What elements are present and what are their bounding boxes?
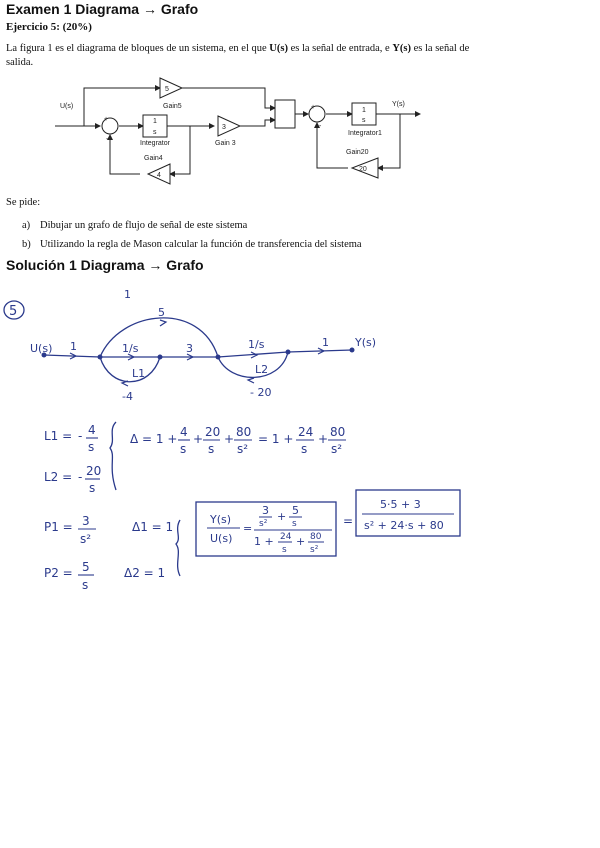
graph-branch-int2: 1/s — [248, 338, 265, 351]
bd-output-label: Y(s) — [392, 101, 405, 108]
tf-d-one: 1 + — [254, 535, 274, 548]
bd-int1-den: s — [153, 129, 157, 136]
tf-eq: = — [243, 522, 253, 535]
block-diagram — [0, 70, 600, 190]
delta-t4-den: s — [301, 442, 308, 456]
solution-number: 5 — [9, 304, 18, 319]
bd-sum2-plus: + — [311, 104, 316, 111]
graph-branch-minus20: - 20 — [250, 386, 272, 399]
tf-n1: 3 — [262, 504, 269, 517]
path-p2-num: 5 — [82, 560, 90, 574]
tf-d1-den: s — [282, 545, 287, 555]
mux-block — [275, 100, 295, 128]
bd-gain4-value: 4 — [157, 172, 161, 179]
loop-l1-lhs: L1 = — [44, 429, 73, 443]
delta-plus-3: + — [318, 432, 329, 446]
solution-title: Solución 1 Diagrama → Grafo — [6, 257, 204, 273]
graph-input-node: U(s) — [30, 342, 53, 355]
loop-l1-sign: - — [78, 429, 83, 443]
task-b — [22, 239, 362, 250]
bd-sum1-plus: + — [104, 116, 109, 123]
graph-branch-int1: 1/s — [122, 342, 139, 355]
delta-lhs: Δ = 1 + — [130, 432, 178, 446]
graph-tick: 1 — [124, 288, 131, 301]
delta-t3-num: 80 — [236, 425, 252, 439]
delta-plus-1: + — [193, 432, 204, 446]
tf-eq-2: = — [343, 514, 354, 528]
graph-loop-l1: L1 — [132, 367, 146, 380]
bd-gain5-value: 5 — [165, 86, 169, 93]
delta-t5-den: s² — [331, 442, 343, 456]
bd-gain20-value: 20 — [359, 166, 367, 173]
statement-text-1: La figura 1 es el diagrama de bloques de un sistema, en el que — [6, 43, 270, 54]
loop-l1-num: 4 — [88, 423, 96, 437]
task-b-text: Utilizando la regla de Mason calcular la función de transferencia del sistema — [40, 239, 362, 250]
tf-lhs-num: Y(s) — [210, 513, 232, 526]
bd-int2-num: 1 — [362, 107, 366, 114]
delta-t1-den: s — [180, 442, 187, 456]
path-p2-lhs: P2 = — [44, 566, 73, 580]
delta-eq: = 1 + — [258, 432, 294, 446]
tf-result-den: s² + 24·s + 80 — [364, 519, 444, 532]
graph-output-node: Y(s) — [355, 336, 377, 349]
tf-result-num: 5·5 + 3 — [380, 498, 421, 511]
bd-sum2-minus: - — [319, 123, 322, 130]
delta-plus-2: + — [224, 432, 235, 446]
loop-l2-lhs: L2 = — [44, 470, 73, 484]
bd-gain3-value: 3 — [222, 124, 226, 131]
bd-int2-name: Integrator1 — [348, 130, 382, 137]
graph-branch-1: 1 — [70, 340, 77, 353]
graph-branch-3: 3 — [186, 342, 193, 355]
exercise-heading: Ejercicio 5: (20%) — [6, 21, 92, 33]
bd-int1-num: 1 — [153, 118, 157, 125]
delta-t2-den: s — [208, 442, 215, 456]
loop-l2-sign: - — [78, 470, 83, 484]
loop-l2-num: 20 — [86, 464, 102, 478]
bd-gain3-name: Gain 3 — [215, 140, 236, 147]
path-p1-den: s² — [80, 532, 92, 546]
problem-statement — [6, 42, 486, 70]
bd-int1-name: Integrator — [140, 140, 170, 147]
task-a — [22, 220, 247, 231]
tf-d2-den: s² — [310, 545, 319, 555]
delta-t3-den: s² — [237, 442, 249, 456]
bd-int2-den: s — [362, 117, 366, 124]
graph-branch-minus4: -4 — [122, 390, 133, 403]
loop-l2-den: s — [89, 481, 96, 495]
statement-output-signal: Y(s) — [392, 43, 412, 54]
graph-branch-5: 5 — [158, 306, 165, 319]
delta-t4-num: 24 — [298, 425, 314, 439]
tf-dplus: + — [296, 535, 306, 548]
statement-text-2: es la señal de entrada, e — [287, 43, 393, 54]
exam-title: Examen 1 Diagrama → Grafo — [6, 1, 199, 17]
bd-input-label: U(s) — [60, 103, 74, 110]
graph-branch-1b: 1 — [322, 336, 329, 349]
graph-loop-l2: L2 — [255, 363, 269, 376]
tasks-intro: Se pide: — [6, 197, 41, 208]
path-delta2: Δ2 = 1 — [124, 566, 166, 580]
bd-gain20-name: Gain20 — [346, 149, 369, 156]
tf-n2-den: s — [292, 519, 297, 529]
tf-d2: 80 — [310, 532, 322, 542]
statement-text-3: es la señal de salida. — [6, 43, 470, 68]
path-p1-lhs: P1 = — [44, 520, 73, 534]
tf-d1: 24 — [280, 532, 292, 542]
task-a-text: Dibujar un grafo de flujo de señal de este sistema — [40, 220, 248, 231]
tf-nplus: + — [277, 510, 287, 523]
statement-input-signal: U(s) — [269, 43, 288, 54]
delta-t5-num: 80 — [330, 425, 346, 439]
gain5-block — [160, 78, 182, 98]
bd-gain4-name: Gain4 — [144, 155, 163, 162]
loop-l1-den: s — [88, 440, 95, 454]
bd-gain5-name: Gain5 — [163, 103, 182, 110]
tf-n2: 5 — [292, 504, 299, 517]
path-p1-num: 3 — [82, 514, 90, 528]
delta-t1-num: 4 — [180, 425, 188, 439]
task-a-label: a) — [22, 220, 31, 231]
bd-sum1-minus: - — [106, 136, 109, 143]
tf-n1-den: s² — [259, 519, 268, 529]
handwritten-solution — [0, 280, 600, 600]
tf-lhs-den: U(s) — [210, 532, 233, 545]
path-delta1: Δ1 = 1 — [132, 520, 174, 534]
delta-t2-num: 20 — [205, 425, 221, 439]
path-p2-den: s — [82, 578, 89, 592]
task-b-label: b) — [22, 239, 31, 250]
